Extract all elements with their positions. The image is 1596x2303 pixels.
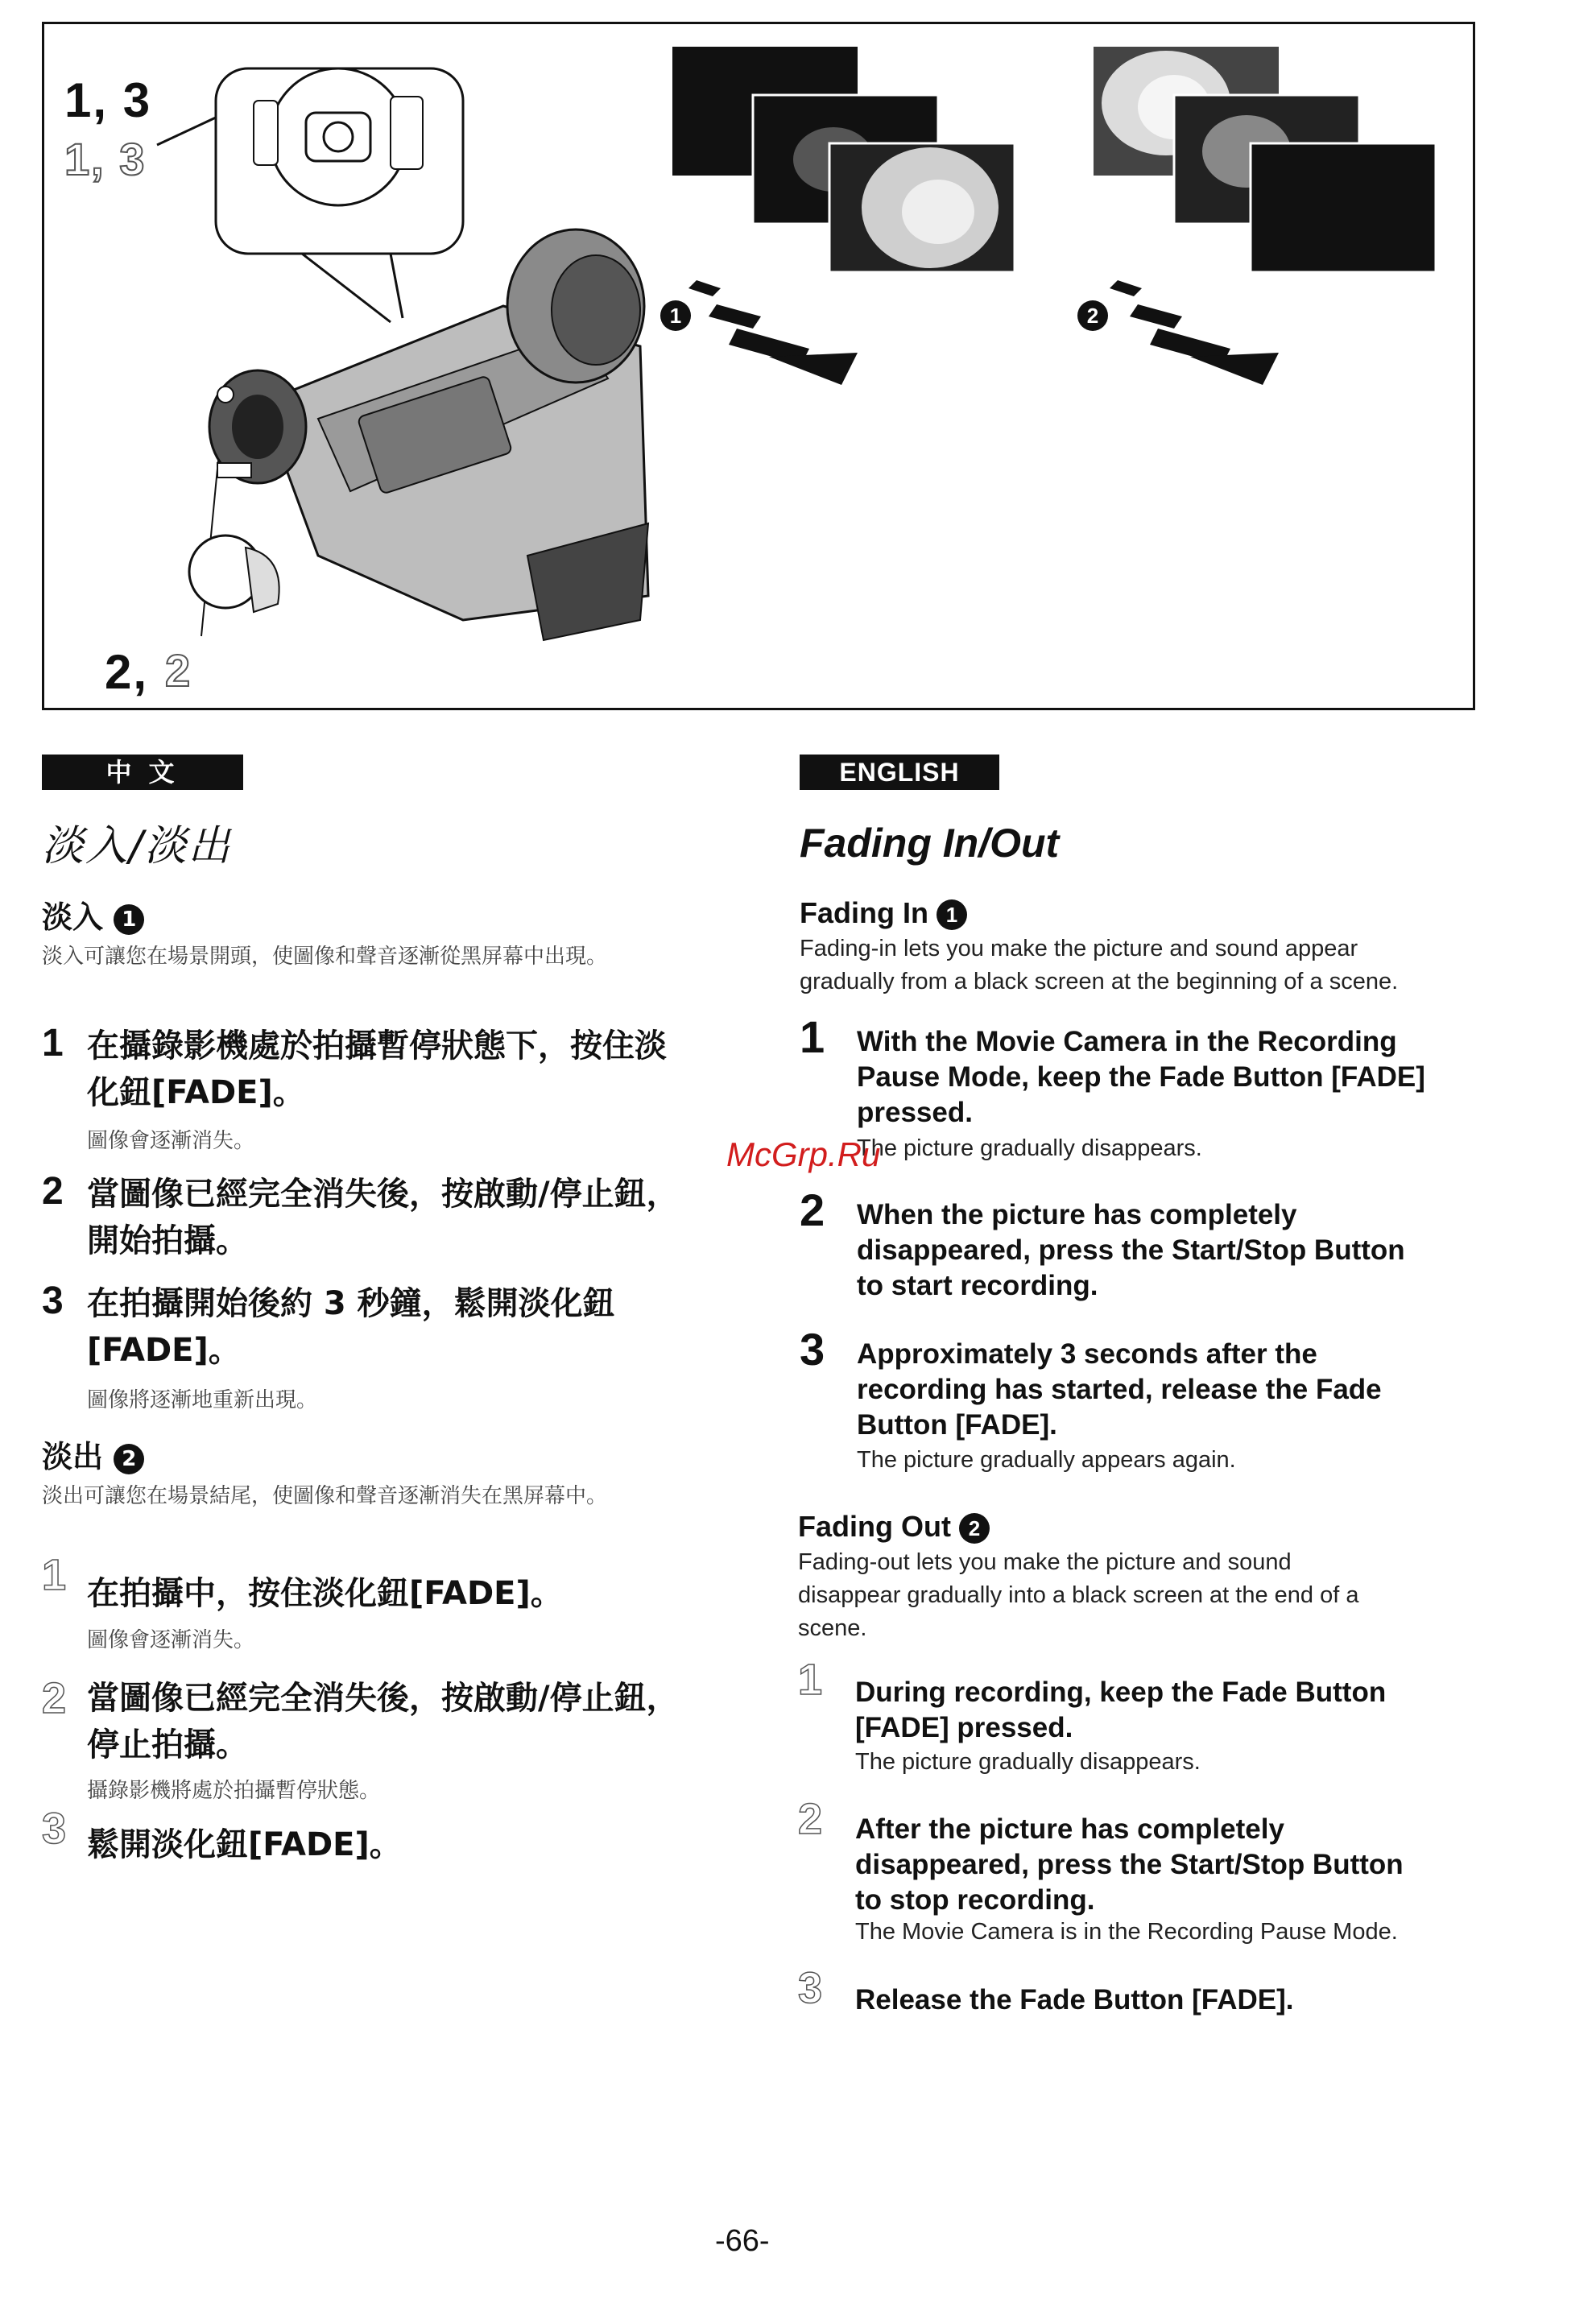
fade-in-sequence-illustration — [672, 47, 1051, 385]
zh-fade-out-heading — [42, 1432, 144, 1476]
en-step-line: disappeared, press the Start/Stop Button — [855, 1849, 1404, 1880]
lang-label-chinese: 中 文 — [42, 755, 243, 790]
zh-step-line: 在拍攝開始後約 3 秒鐘，鬆開淡化鈕 — [87, 1285, 615, 1322]
zh-step-line: 當圖像已經完全消失後，按啟動/停止鈕， — [87, 1680, 679, 1717]
zh-step-line: 在拍攝中，按住淡化鈕[FADE]。 — [87, 1575, 563, 1612]
zh-step-number: 1 — [42, 1551, 67, 1599]
en-step-text — [857, 1197, 1405, 1304]
en-step-line: Button [FADE]. — [857, 1409, 1057, 1441]
fade-out-sequence-illustration — [1094, 47, 1472, 385]
en-fade-in-description — [800, 932, 1398, 999]
en-step-line: When the picture has completely — [857, 1199, 1297, 1230]
en-step-line: to stop recording. — [855, 1884, 1095, 1916]
callout-step-1-3-outline: 1, 3 — [64, 134, 147, 184]
en-step-line: With the Movie Camera in the Recording — [857, 1026, 1397, 1057]
en-fade-in-heading-text: Fading In — [800, 896, 928, 929]
zh-title: 淡入/淡出 — [42, 822, 232, 870]
camcorder-illustration — [125, 40, 688, 676]
fade-out-marker-icon: 2 — [114, 1444, 144, 1474]
en-desc-line: gradually from a black screen at the beginning of a scene. — [800, 969, 1399, 994]
en-step-line: pressed. — [857, 1097, 973, 1128]
en-step-line: During recording, keep the Fade Button — [855, 1677, 1387, 1708]
zh-step-line: [FADE]。 — [87, 1332, 241, 1369]
fade-in-marker-icon: 1 — [660, 300, 691, 331]
en-step-line: Pause Mode, keep the Fade Button [FADE] — [857, 1061, 1425, 1093]
en-desc-line: Fading-in lets you make the picture and sound appear — [800, 936, 1358, 961]
en-step-result: The picture gradually appears again. — [857, 1447, 1236, 1473]
en-desc-line: disappear gradually into a black screen at the end of a — [798, 1582, 1359, 1608]
en-step-text — [855, 1983, 1294, 2018]
en-fade-out-heading-text: Fading Out — [798, 1510, 951, 1543]
en-step-line: Approximately 3 seconds after the — [857, 1338, 1317, 1370]
zh-step-line: 鬆開淡化鈕[FADE]。 — [87, 1826, 402, 1863]
en-fade-out-description — [798, 1546, 1358, 1645]
fade-out-marker-icon: 2 — [959, 1513, 990, 1544]
en-step-number: 3 — [798, 1964, 823, 2012]
en-step-text — [855, 1675, 1386, 1746]
zh-step-text — [87, 1280, 715, 1374]
en-step-number: 2 — [800, 1185, 825, 1235]
watermark: McGrp.Ru — [726, 1135, 881, 1173]
zh-step-number: 3 — [42, 1805, 67, 1853]
zh-fade-in-description: 淡入可讓您在場景開頭，使圖像和聲音逐漸從黑屏幕中出現。 — [42, 945, 608, 969]
en-step-text — [857, 1024, 1425, 1131]
zh-step-result: 圖像會逐漸消失。 — [87, 1129, 255, 1153]
fade-in-marker-icon: 1 — [937, 899, 967, 930]
page-number: -66- — [715, 2224, 770, 2258]
en-fade-in-heading — [800, 896, 967, 930]
zh-step-result: 圖像會逐漸消失。 — [87, 1628, 255, 1652]
en-fade-out-heading — [798, 1510, 990, 1544]
en-step-line: After the picture has completely — [855, 1813, 1284, 1845]
zh-step-line: 在攝錄影機處於拍攝暫停狀態下，按住淡 — [87, 1027, 667, 1065]
en-step-result: The picture gradually disappears. — [857, 1135, 1202, 1161]
en-title: Fading In/Out — [800, 821, 1060, 866]
en-step-line: Release the Fade Button [FADE]. — [855, 1984, 1294, 2016]
callout-step-1-3: 1, 3 — [64, 73, 152, 127]
zh-step-number: 3 — [42, 1280, 64, 1322]
zh-step-result: 攝錄影機將處於拍攝暫停狀態。 — [87, 1779, 381, 1803]
en-step-line: to start recording. — [857, 1270, 1098, 1301]
en-step-line: [FADE] pressed. — [855, 1712, 1073, 1743]
callout-step-2: 2, — [105, 645, 149, 699]
callout-step-2-outline: 2 — [165, 645, 192, 696]
zh-step-number: 2 — [42, 1170, 64, 1213]
zh-step-result: 圖像將逐漸地重新出現。 — [87, 1388, 318, 1412]
zh-step-text — [87, 1023, 715, 1116]
illustration-frame — [42, 22, 1475, 710]
en-step-line: disappeared, press the Start/Stop Button — [857, 1234, 1405, 1266]
zh-step-text — [87, 1570, 715, 1617]
zh-fade-in-heading-text: 淡入 — [42, 899, 104, 935]
zh-step-text — [87, 1821, 715, 1868]
zh-step-number: 1 — [42, 1022, 64, 1065]
en-step-result: The picture gradually disappears. — [855, 1749, 1201, 1775]
en-step-result: The Movie Camera is in the Recording Pause Mode. — [855, 1919, 1398, 1945]
zh-step-line: 當圖像已經完全消失後，按啟動/停止鈕， — [87, 1176, 679, 1213]
en-step-line: recording has started, release the Fade — [857, 1374, 1382, 1405]
en-desc-line: scene. — [798, 1615, 867, 1641]
en-step-text — [857, 1337, 1382, 1443]
zh-fade-out-description: 淡出可讓您在場景結尾，使圖像和聲音逐漸消失在黑屏幕中。 — [42, 1484, 608, 1508]
en-step-number: 1 — [800, 1011, 825, 1062]
zh-step-line: 化鈕[FADE]。 — [87, 1074, 305, 1111]
fade-out-marker-icon: 2 — [1077, 300, 1108, 331]
en-step-text — [855, 1812, 1404, 1918]
en-desc-line: Fading-out lets you make the picture and sound — [798, 1549, 1292, 1575]
zh-step-line: 開始拍攝。 — [87, 1222, 248, 1259]
zh-fade-in-heading — [42, 892, 144, 936]
zh-step-text — [87, 1171, 715, 1264]
zh-step-number: 2 — [42, 1674, 67, 1722]
fade-in-marker-icon: 1 — [114, 904, 144, 935]
zh-step-text — [87, 1675, 715, 1768]
zh-step-line: 停止拍攝。 — [87, 1726, 248, 1763]
en-step-number: 3 — [800, 1324, 825, 1375]
en-step-number: 1 — [798, 1656, 823, 1704]
en-step-number: 2 — [798, 1795, 823, 1843]
zh-fade-out-heading-text: 淡出 — [42, 1439, 104, 1474]
lang-label-english: ENGLISH — [800, 755, 999, 790]
